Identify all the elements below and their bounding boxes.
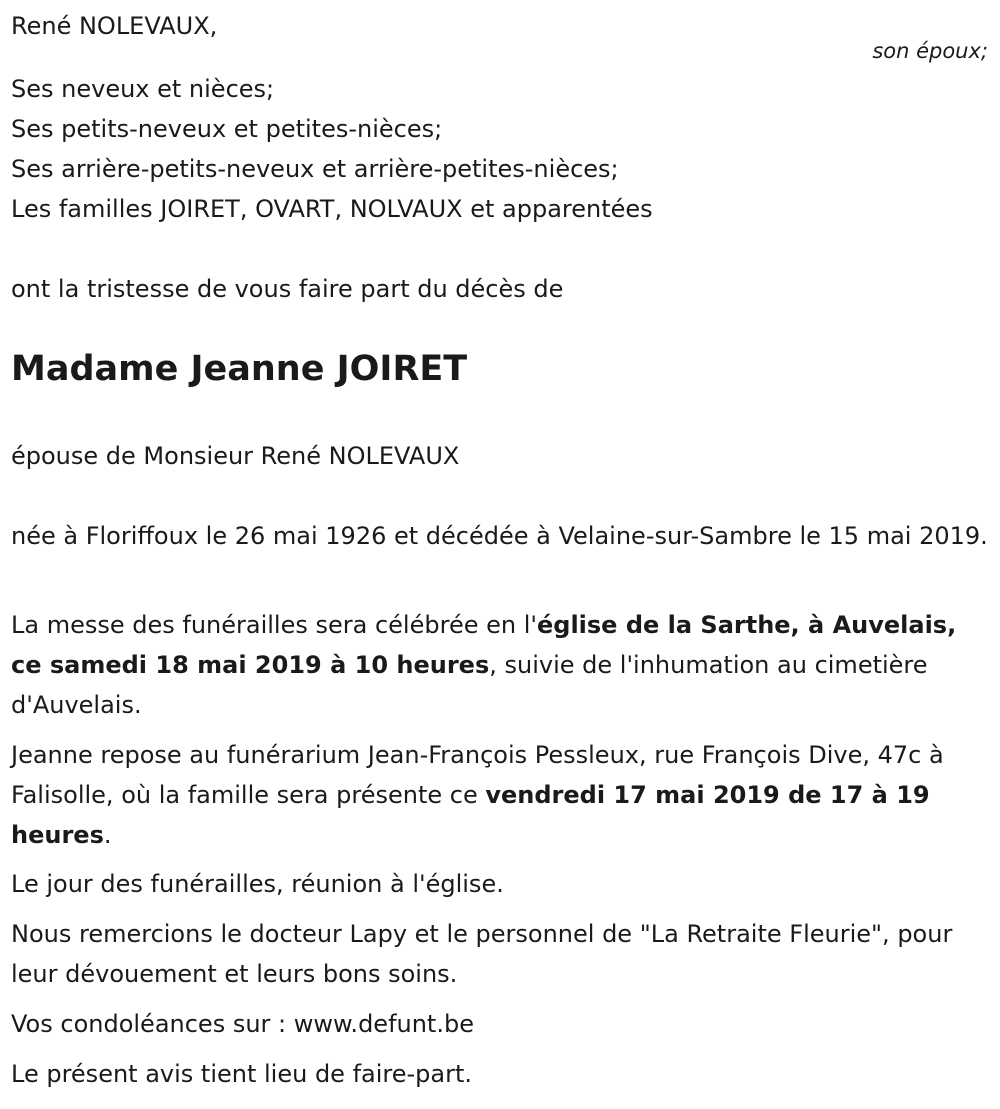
spouse-of-text: épouse de Monsieur René NOLEVAUX <box>11 442 460 470</box>
birth-death-text: née à Floriffoux le 26 mai 1926 et décédée à Velaine-sur-Sambre le 15 mai 2019. <box>11 522 988 550</box>
mass-text-bold: église de la Sarthe, à Auvelais, ce samedi 18 mai 2019 à 10 heures <box>11 611 957 679</box>
condolences-text: Vos condoléances sur : www.defunt.be <box>11 1010 474 1038</box>
mass-text-pre: La messe des funérailles sera célébrée en l' <box>11 611 537 639</box>
family-line-families: Les familles JOIRET, OVART, NOLVAUX et apparentées <box>11 195 653 223</box>
viewing-text-bold: vendredi 17 mai 2019 de 17 à 19 heures <box>11 781 930 849</box>
family-line-nephews: Ses neveux et nièces; <box>11 75 275 103</box>
viewing-paragraph <box>11 735 991 855</box>
mass-text-post: , suivie de l'inhumation au cimetière d'Auvelais. <box>11 651 928 719</box>
announcement-text: ont la tristesse de vous faire part du décès de <box>11 275 564 303</box>
family-line-grand-nephews: Ses petits-neveux et petites-nièces; <box>11 115 443 143</box>
meeting-text: Le jour des funérailles, réunion à l'église. <box>11 870 504 898</box>
viewing-text-pre: Jeanne repose au funérarium Jean-François Pessleux, rue François Dive, 47c à Falisolle, où la famille sera présente ce <box>11 741 944 809</box>
deceased-name: Madame Jeanne JOIRET <box>11 349 468 389</box>
family-line-great-grand-nephews: Ses arrière-petits-neveux et arrière-petites-nièces; <box>11 155 619 183</box>
spouse-role: son époux; <box>872 39 988 63</box>
notice-text: Le présent avis tient lieu de faire-part. <box>11 1060 473 1088</box>
spouse-name: René NOLEVAUX, <box>11 12 218 40</box>
thanks-text: Nous remercions le docteur Lapy et le personnel de "La Retraite Fleurie", pour leur dévouement et leurs bons soins. <box>11 920 953 988</box>
viewing-text-post: . <box>103 821 112 849</box>
mass-paragraph <box>11 605 991 725</box>
